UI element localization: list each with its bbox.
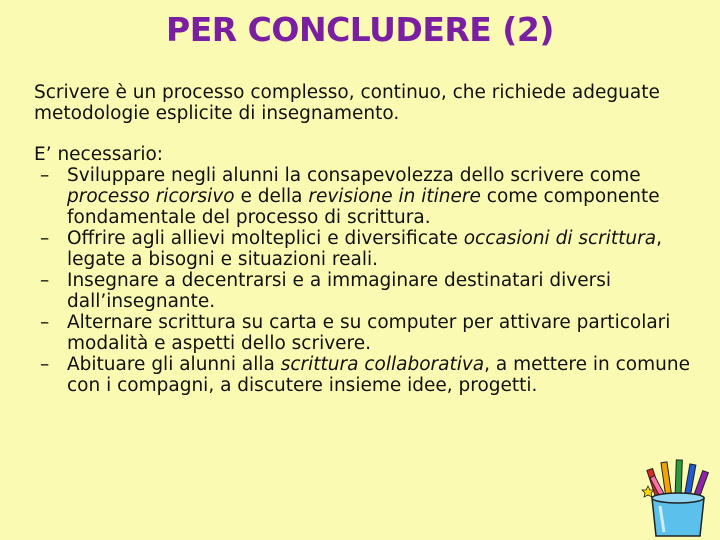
dash-marker: – [40, 270, 50, 291]
dash-marker: – [40, 354, 50, 375]
slide-title: PER CONCLUDERE (2) [166, 10, 554, 49]
list-item [34, 165, 694, 228]
dash-marker: – [40, 165, 50, 186]
pencil-cup-icon [640, 458, 718, 540]
list-item [34, 270, 694, 312]
item-text: Offrire agli allievi molteplici e diversificate [67, 228, 464, 249]
item-text-italic: revisione in itinere [308, 186, 481, 207]
list-item [34, 312, 694, 354]
item-text: e della [234, 186, 309, 207]
item-text-italic: occasioni di scrittura [463, 228, 657, 249]
item-text-italic: scrittura collaborativa [280, 354, 485, 375]
item-text: come componente fondamentale del processo di scrittura. [67, 186, 660, 228]
item-text: Alternare scrittura su carta e su computer per attivare particolari modalità e aspetti dello scrivere. [67, 312, 671, 354]
item-text: Sviluppare negli alunni la consapevolezza dello scrivere come [67, 165, 641, 186]
list-item [34, 228, 694, 270]
item-text: Abituare gli alunni alla [67, 354, 281, 375]
item-text: , a mettere in comune con i compagni, a discutere insieme idee, progetti. [67, 354, 690, 396]
item-text-italic: processo ricorsivo [67, 186, 235, 207]
list-item [34, 354, 694, 396]
item-text: Insegnare a decentrarsi e a immaginare destinatari diversi dall’insegnante. [67, 270, 611, 312]
slide-body [34, 82, 694, 396]
intro-paragraph: Scrivere è un processo complesso, continuo, che richiede adeguate metodologie esplicite di insegnamento. [34, 82, 660, 124]
dash-marker: – [40, 312, 50, 333]
item-text: , legate a bisogni e situazioni reali. [67, 228, 662, 270]
bullet-list [34, 165, 694, 396]
dash-marker: – [40, 228, 50, 249]
lead-line: E’ necessario: [34, 144, 164, 165]
